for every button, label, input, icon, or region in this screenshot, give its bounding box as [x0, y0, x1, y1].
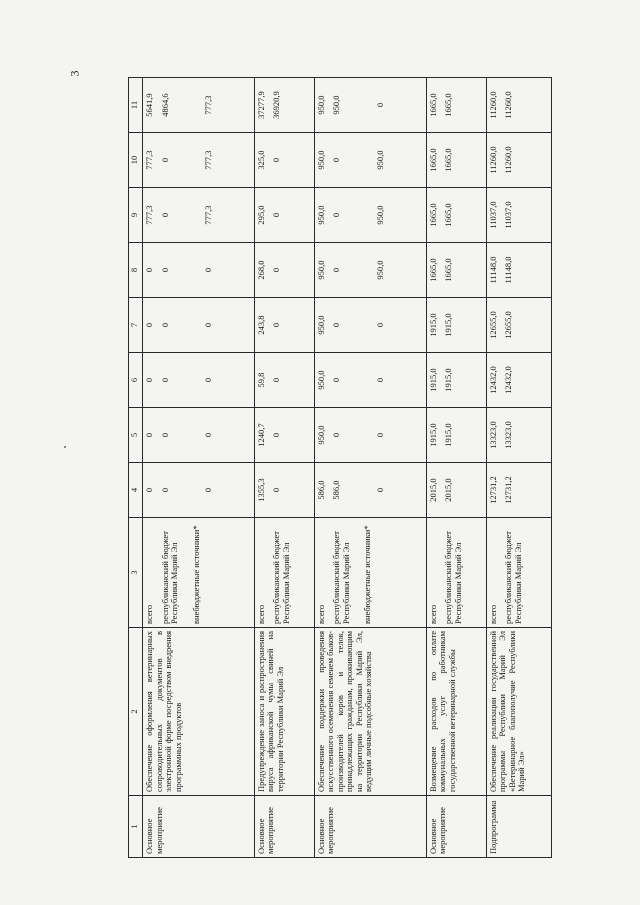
value-cell — [143, 463, 255, 518]
value-text: 1915,0 — [427, 368, 438, 392]
value-text: 0 — [374, 487, 385, 493]
value-cell — [254, 188, 314, 243]
value-text: 950,0 — [374, 205, 385, 225]
value-cell — [426, 408, 486, 463]
value-cell — [486, 133, 551, 188]
value-text: 0 — [144, 322, 154, 328]
value-text: 12655,0 — [503, 311, 514, 339]
value-text: 1665,0 — [427, 93, 438, 117]
rotated-table-wrapper — [128, 78, 552, 858]
funding-source-label: республиканский бюджет Республики Марий Эл — [503, 531, 523, 624]
header-cell: 2 — [129, 628, 143, 796]
funding-source-label: всего — [315, 604, 326, 624]
funding-source-cell — [314, 518, 426, 628]
funding-source-label: республиканский бюджет Республики Марий Эл — [331, 531, 351, 624]
value-text: 11148,0 — [503, 256, 514, 284]
value-text: 0 — [331, 377, 342, 383]
value-text: 268,0 — [255, 260, 266, 280]
value-cell — [486, 243, 551, 298]
header-cell: 5 — [129, 408, 143, 463]
header-cell: 9 — [129, 188, 143, 243]
value-text: 1915,0 — [427, 313, 438, 337]
row-type-cell: Основное мероприятие — [426, 796, 486, 858]
value-text: 0 — [159, 212, 170, 218]
table-row — [426, 78, 486, 858]
value-text: 12731,2 — [503, 476, 514, 504]
value-text: 0 — [159, 267, 170, 273]
value-text: 1665,0 — [443, 93, 454, 117]
funding-source-cell — [254, 518, 314, 628]
value-text: 1355,3 — [255, 478, 266, 502]
value-text: 1665,0 — [443, 203, 454, 227]
funding-source-label: республиканский бюджет Республики Марий Эл — [443, 531, 463, 624]
header-cell: 11 — [129, 78, 143, 133]
value-text: 0 — [271, 487, 282, 493]
header-cell: 10 — [129, 133, 143, 188]
value-cell — [254, 133, 314, 188]
value-text: 12432,0 — [503, 366, 514, 394]
value-text: 950,0 — [374, 150, 385, 170]
value-text: 13323,0 — [503, 421, 514, 449]
value-cell — [254, 243, 314, 298]
value-cell — [143, 133, 255, 188]
value-text: 1915,0 — [443, 368, 454, 392]
header-row — [129, 78, 143, 858]
measure-name-cell: Предупреждение заноса и распространения вируса африканской чумы свиней на территории Республики Марий Эл — [254, 628, 314, 796]
funding-source-label: всего — [255, 604, 266, 624]
value-cell — [426, 188, 486, 243]
value-text: 59,8 — [255, 372, 266, 388]
value-cell — [314, 133, 426, 188]
value-text: 1915,0 — [443, 313, 454, 337]
value-cell — [486, 298, 551, 353]
value-cell — [426, 298, 486, 353]
header-cell: 1 — [129, 796, 143, 858]
value-text: 0 — [271, 267, 282, 273]
value-text: 777,3 — [144, 150, 154, 170]
value-cell — [254, 408, 314, 463]
value-cell — [486, 463, 551, 518]
table-row — [143, 78, 255, 858]
funding-source-cell — [426, 518, 486, 628]
value-text: 0 — [271, 157, 282, 163]
value-text: 1915,0 — [443, 423, 454, 447]
value-cell — [143, 408, 255, 463]
value-cell — [254, 78, 314, 133]
value-text: 4864,6 — [159, 93, 170, 117]
value-text: 950,0 — [374, 260, 385, 280]
value-text: 586,0 — [331, 480, 342, 500]
value-text: 0 — [331, 267, 342, 273]
value-cell — [486, 408, 551, 463]
value-cell — [254, 353, 314, 408]
value-text: 0 — [374, 432, 385, 438]
value-text: 0 — [203, 377, 214, 383]
funding-source-label: внебюджетные источники* — [362, 525, 373, 624]
value-text: 0 — [331, 157, 342, 163]
value-text: 950,0 — [315, 95, 326, 115]
row-type-cell: Основное мероприятие — [143, 796, 255, 858]
funding-source-label: республиканский бюджет Республики Марий Эл — [159, 531, 180, 624]
value-text: 243,8 — [255, 315, 266, 335]
value-text: 0 — [144, 267, 154, 273]
value-text: 0 — [374, 322, 385, 328]
row-type-cell: Подпрограмма — [486, 796, 551, 858]
value-text: 36920,9 — [271, 91, 282, 119]
value-cell — [143, 78, 255, 133]
value-cell — [143, 243, 255, 298]
value-text: 0 — [203, 322, 214, 328]
value-text: 0 — [271, 377, 282, 383]
measure-name-cell: Обеспечение оформления ветеринарных сопроводительных документов в электронной форме посредством внедрения программных продуктов — [143, 628, 255, 796]
funding-source-label: внебюджетные источники* — [190, 525, 201, 624]
value-text: 0 — [271, 212, 282, 218]
value-cell — [314, 243, 426, 298]
value-text: 950,0 — [315, 260, 326, 280]
value-cell — [426, 463, 486, 518]
budget-table — [128, 77, 552, 858]
value-cell — [314, 353, 426, 408]
table-row — [254, 78, 314, 858]
header-cell: 6 — [129, 353, 143, 408]
value-cell — [143, 188, 255, 243]
value-text: 0 — [159, 377, 170, 383]
funding-source-label: всего — [427, 604, 438, 624]
value-text: 5641,9 — [144, 93, 154, 117]
value-text: 950,0 — [315, 425, 326, 445]
table-row — [486, 78, 551, 858]
value-text: 1665,0 — [427, 148, 438, 172]
value-text: 11260,0 — [487, 146, 498, 174]
value-text: 0 — [271, 322, 282, 328]
value-text: 0 — [159, 487, 170, 493]
value-text: 1240,7 — [255, 423, 266, 447]
value-cell — [426, 243, 486, 298]
value-text: 2015,0 — [427, 478, 438, 502]
value-text: 12655,0 — [487, 311, 498, 339]
funding-source-cell — [143, 518, 255, 628]
measure-name-cell: Обеспечение реализации государственной программы Республики Марий Эл «Ветеринарное благополучие Республики Марий Эл» — [486, 628, 551, 796]
value-text: 0 — [203, 487, 214, 493]
value-cell — [314, 408, 426, 463]
header-cell: 7 — [129, 298, 143, 353]
row-type-cell: Основное мероприятие — [314, 796, 426, 858]
value-cell — [254, 298, 314, 353]
value-text: 0 — [159, 432, 170, 438]
value-text: 950,0 — [315, 205, 326, 225]
value-text: 11148,0 — [487, 256, 498, 284]
row-type-cell: Основное мероприятие — [254, 796, 314, 858]
value-cell — [486, 188, 551, 243]
value-cell — [314, 188, 426, 243]
value-cell — [486, 353, 551, 408]
value-text: 13323,0 — [487, 421, 498, 449]
value-text: 0 — [203, 267, 214, 273]
value-text: 0 — [144, 432, 154, 438]
value-cell — [426, 133, 486, 188]
value-text: 0 — [159, 157, 170, 163]
header-cell: 8 — [129, 243, 143, 298]
scan-speck — [64, 446, 66, 448]
value-cell — [143, 353, 255, 408]
value-text: 950,0 — [315, 315, 326, 335]
value-text: 1665,0 — [427, 258, 438, 282]
header-cell: 4 — [129, 463, 143, 518]
funding-source-cell — [486, 518, 551, 628]
value-text: 1665,0 — [443, 258, 454, 282]
funding-source-label: всего — [144, 604, 154, 624]
funding-source-label: республиканский бюджет Республики Марий Эл — [271, 531, 291, 624]
value-text: 37277,9 — [255, 91, 266, 119]
value-text: 777,3 — [203, 205, 214, 225]
value-text: 0 — [331, 322, 342, 328]
value-text: 11260,0 — [503, 91, 514, 119]
value-text: 0 — [159, 322, 170, 328]
value-text: 12432,0 — [487, 366, 498, 394]
value-text: 586,0 — [315, 480, 326, 500]
value-text: 0 — [374, 102, 385, 108]
value-cell — [486, 78, 551, 133]
measure-name-cell: Обеспечение поддержки проведения искусственного осеменения семенем быков-производителей коров и телок, принадлежащих гражданам, проживающим на территории Республики Марий Эл, ведущим личные подсобные хозяйства — [314, 628, 426, 796]
value-text: 12731,2 — [487, 476, 498, 504]
value-text: 11037,0 — [487, 201, 498, 229]
value-text: 777,3 — [203, 150, 214, 170]
value-text: 0 — [374, 377, 385, 383]
table-row — [314, 78, 426, 858]
funding-source-label: всего — [487, 604, 498, 624]
value-text: 295,0 — [255, 205, 266, 225]
value-text: 777,3 — [144, 205, 154, 225]
value-text: 11260,0 — [503, 146, 514, 174]
measure-name-cell: Возмещение расходов по оплате коммунальных услуг работникам государственной ветеринарной службы — [426, 628, 486, 796]
value-text: 325,0 — [255, 150, 266, 170]
value-text: 1915,0 — [427, 423, 438, 447]
value-text: 1665,0 — [427, 203, 438, 227]
value-cell — [143, 298, 255, 353]
header-cell: 3 — [129, 518, 143, 628]
value-text: 0 — [144, 487, 154, 493]
value-text: 0 — [203, 432, 214, 438]
value-text: 950,0 — [331, 95, 342, 115]
value-text: 777,3 — [203, 95, 214, 115]
value-text: 950,0 — [315, 370, 326, 390]
value-cell — [314, 463, 426, 518]
value-text: 11037,0 — [503, 201, 514, 229]
value-text: 2015,0 — [443, 478, 454, 502]
value-text: 1665,0 — [443, 148, 454, 172]
value-text: 0 — [331, 432, 342, 438]
value-cell — [426, 353, 486, 408]
value-text: 0 — [331, 212, 342, 218]
value-text: 950,0 — [315, 150, 326, 170]
value-text: 0 — [144, 377, 154, 383]
value-text: 11260,0 — [487, 91, 498, 119]
value-cell — [314, 78, 426, 133]
value-cell — [314, 298, 426, 353]
value-cell — [426, 78, 486, 133]
value-text: 0 — [271, 432, 282, 438]
value-cell — [254, 463, 314, 518]
page-number: 3 — [67, 70, 82, 77]
